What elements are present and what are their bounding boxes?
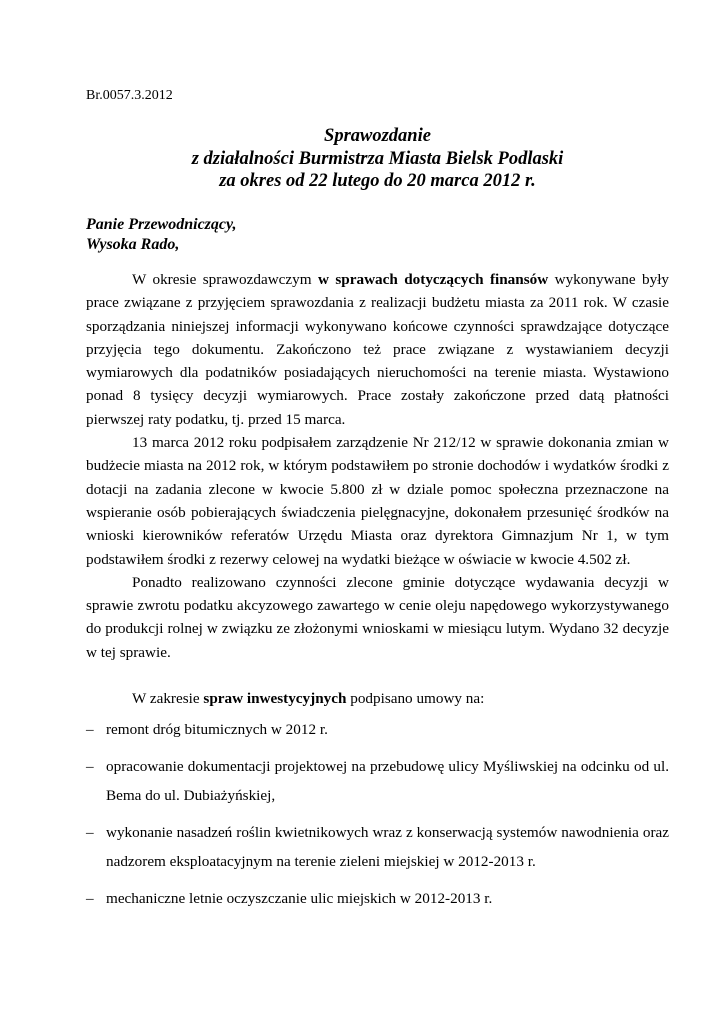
title-line-1: Sprawozdanie xyxy=(324,126,431,146)
list-item-text: opracowanie dokumentacji projektowej na przebudowę ulicy Myśliwskiej na odcinku od ul. Bema do ul. Dubiażyńskiej, xyxy=(106,758,669,805)
list-dash: – xyxy=(86,824,94,842)
paragraph-budget-changes: 13 marca 2012 roku podpisałem zarządzenie Nr 212/12 w sprawie dokonania zmian w budżecie miasta na 2012 rok, w którym podstawiłem po stronie dochodów i wydatków środki z dotacji na zadania zlecone w kwocie 5.800 zł w dziale pomoc społeczna przeznaczone na wspieranie osób pobierających świadczenia pielęgnacyjne, dokonałem przesunięć środków na wnioski kierowników referatów Urzędu Miasta oraz dyrektora Gimnazjum Nr 1, w tym podstawiłem środki z rezerwy celowej na wydatki bieżące w oświacie w kwocie 4.502 zł. xyxy=(86,434,669,568)
list-dash: – xyxy=(86,721,94,739)
list-item xyxy=(86,884,669,913)
list-item xyxy=(86,752,669,810)
list-dash: – xyxy=(86,890,94,908)
paragraph-finance-intro: W okresie sprawozdawczym xyxy=(132,271,318,288)
list-item-text: mechaniczne letnie oczyszczanie ulic miejskich w 2012-2013 r. xyxy=(106,890,493,908)
salutation xyxy=(86,215,237,255)
paragraph-investments xyxy=(86,687,669,710)
paragraph-investments-text: podpisano umowy na: xyxy=(346,690,485,708)
paragraph-finance xyxy=(86,268,669,431)
report-body xyxy=(86,268,669,921)
paragraph-finance-text: wykonywane były prace związane z przyjęciem sprawozdania z realizacji budżetu miasta za 2011 rok. W czasie sporządzania niniejszej informacji wykonywano końcowe czynności sprawdzające dotyczące przyjęcia tego dokumentu. Zakończono też prace związane z wystawianiem decyzji wymiarowych dla podatników posiadających nieruchomości na terenie miasta. Wystawiono ponad 8 tysięcy decyzji wymiarowych. Prace zostały zakończone przed datą płatności pierwszej raty podatku, tj. przed 15 marca. xyxy=(86,271,670,428)
title-line-2: z działalności Burmistrza Miasta Bielsk Podlaski xyxy=(191,148,564,169)
list-item xyxy=(86,818,669,876)
list-item xyxy=(86,715,669,744)
paragraph-investments-emphasis: spraw inwestycyjnych xyxy=(203,690,347,708)
list-item-text: wykonanie nasadzeń roślin kwietnikowych wraz z konserwacją systemów nawodnienia oraz nadzorem eksploatacyjnym na terenie zieleni miejskiej w 2012-2013 r. xyxy=(106,824,669,871)
paragraph-investments-intro: W zakresie xyxy=(132,690,204,708)
paragraph-finance-emphasis: w sprawach dotyczących finansów xyxy=(317,271,549,288)
salutation-line-2: Wysoka Rado, xyxy=(86,236,180,253)
document-reference: Br.0057.3.2012 xyxy=(86,88,173,103)
paragraph-excise-tax: Ponadto realizowano czynności zlecone gminie dotyczące wydawania decyzji w sprawie zwrotu podatku akcyzowego zawartego w cenie oleju napędowego wykorzystywanego do produkcji rolnej w związku ze złożonymi wnioskami w miesiącu lutym. Wydano 32 decyzje w tej sprawie. xyxy=(86,573,669,661)
document-title xyxy=(86,125,669,193)
title-line-3: za okres od 22 lutego do 20 marca 2012 r. xyxy=(219,171,536,191)
salutation-line-1: Panie Przewodniczący, xyxy=(86,216,237,233)
contracts-list xyxy=(86,715,669,913)
list-dash: – xyxy=(86,758,94,776)
list-item-text: remont dróg bitumicznych w 2012 r. xyxy=(106,721,328,739)
